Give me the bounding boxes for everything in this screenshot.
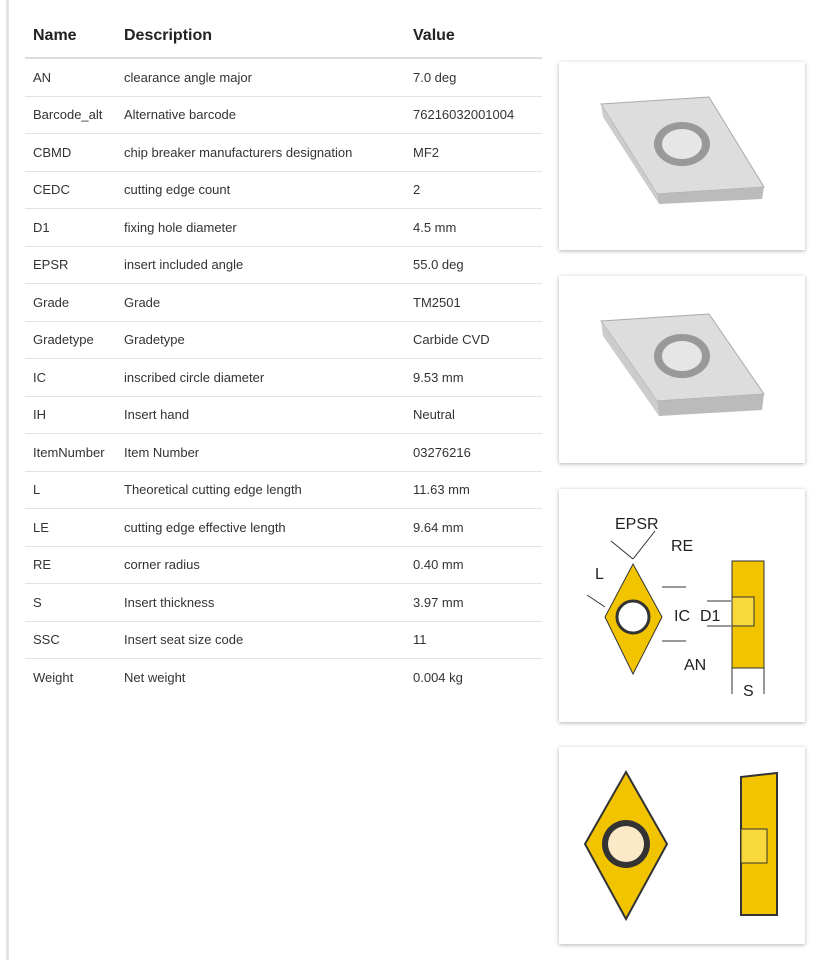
cell-name: LE	[25, 509, 124, 547]
cell-value: 9.64 mm	[413, 509, 542, 547]
cell-value: 4.5 mm	[413, 209, 542, 247]
cell-value: 9.53 mm	[413, 359, 542, 397]
cell-description: Grade	[124, 284, 413, 322]
label-l: L	[595, 566, 604, 583]
cell-description: Theoretical cutting edge length	[124, 471, 413, 509]
cell-name: S	[25, 584, 124, 622]
cell-value: 2	[413, 171, 542, 209]
table-row	[25, 359, 542, 397]
left-border	[6, 0, 9, 960]
cell-description: insert included angle	[124, 246, 413, 284]
header-description: Description	[124, 15, 413, 58]
cell-value: MF2	[413, 134, 542, 172]
cell-value: 03276216	[413, 434, 542, 472]
label-d1: D1	[700, 608, 721, 625]
cell-value: 0.40 mm	[413, 546, 542, 584]
cell-description: Net weight	[124, 669, 186, 685]
label-ic: IC	[674, 608, 690, 625]
cell-value: 3.97 mm	[413, 584, 542, 622]
insert-top-view-diagram	[559, 747, 805, 944]
cell-description: Alternative barcode	[124, 96, 413, 134]
cell-description: cutting edge effective length	[124, 509, 413, 547]
cell-description: inscribed circle diameter	[124, 359, 413, 397]
cell-value: Carbide CVD	[413, 321, 542, 359]
cell-name: CEDC	[25, 171, 124, 209]
table-row	[25, 246, 542, 284]
cell-name: AN	[25, 58, 124, 96]
table-row	[25, 171, 542, 209]
specs-table	[25, 15, 542, 696]
table-header	[25, 15, 542, 58]
cell-name: Gradetype	[25, 321, 124, 359]
cell-description: Insert hand	[124, 396, 413, 434]
cell-value: Neutral	[413, 396, 542, 434]
cell-name: IH	[25, 396, 124, 434]
cell-name: RE	[25, 546, 124, 584]
cell-description: corner radius	[124, 546, 413, 584]
insert-photo-2[interactable]	[559, 276, 805, 463]
table-row	[25, 546, 542, 584]
table-row	[25, 396, 542, 434]
header-name: Name	[25, 15, 124, 58]
cell-description: Insert seat size code	[124, 621, 413, 659]
cell-name: D1	[25, 209, 124, 247]
cell-description: Item Number	[124, 434, 413, 472]
cell-name: CBMD	[25, 134, 124, 172]
cell-name: L	[25, 471, 124, 509]
cell-description: clearance angle major	[124, 58, 413, 96]
cell-description: chip breaker manufacturers designation	[124, 134, 413, 172]
label-s: S	[743, 683, 754, 700]
table-row	[25, 134, 542, 172]
cell-value: 7.0 deg	[413, 58, 542, 96]
insert-dimension-diagram	[559, 489, 805, 722]
table-row	[25, 509, 542, 547]
label-an: AN	[684, 657, 707, 674]
cell-name: ItemNumber	[25, 434, 124, 472]
insert-photo-image	[559, 276, 805, 463]
label-re: RE	[671, 538, 694, 555]
cell-description: Gradetype	[124, 321, 413, 359]
cell-value: 11.63 mm	[413, 471, 542, 509]
cell-value: 11	[413, 621, 542, 659]
header-value: Value	[413, 15, 542, 58]
cell-description: cutting edge count	[124, 171, 413, 209]
insert-photo-1[interactable]	[559, 62, 805, 250]
table-row	[25, 434, 542, 472]
cell-name: IC	[25, 359, 124, 397]
cell-value: TM2501	[413, 284, 542, 322]
label-epsr: EPSR	[615, 516, 659, 533]
cell-value: 76216032001004	[413, 96, 542, 134]
cell-name: Barcode_alt	[25, 96, 124, 134]
table-row	[25, 621, 542, 659]
cell-value: 55.0 deg	[413, 246, 542, 284]
table-row	[25, 209, 542, 247]
cell-value: 0.004 kg	[413, 669, 463, 685]
table-row	[25, 659, 542, 696]
cell-description: fixing hole diameter	[124, 209, 413, 247]
cell-name: Grade	[25, 284, 124, 322]
table-row	[25, 284, 542, 322]
table-row	[25, 58, 542, 96]
cell-name: Weight	[33, 669, 74, 685]
insert-photo-image	[559, 62, 805, 250]
cell-description: Insert thickness	[124, 584, 413, 622]
table-row	[25, 96, 542, 134]
table-row	[25, 471, 542, 509]
table-row	[25, 584, 542, 622]
table-row	[25, 321, 542, 359]
cell-name: SSC	[25, 621, 124, 659]
cell-name: EPSR	[25, 246, 124, 284]
